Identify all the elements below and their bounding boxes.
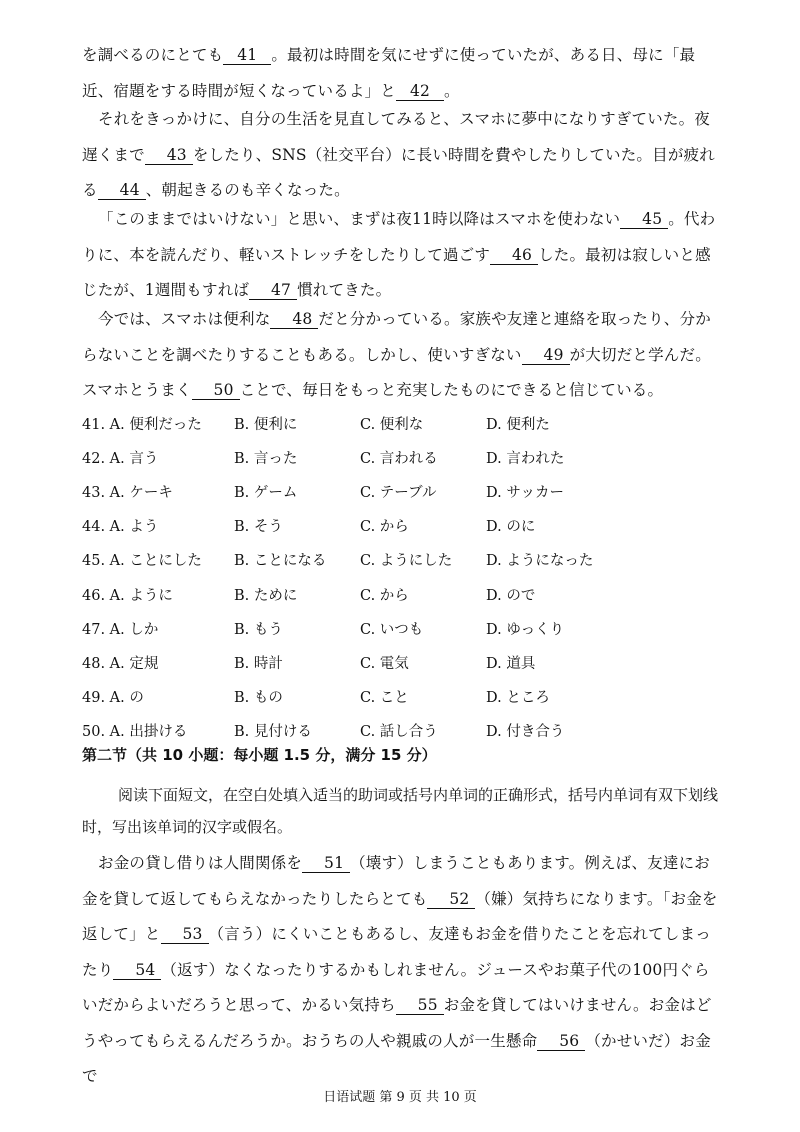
text-run: 。 [444, 81, 460, 100]
option-d: D. のに [486, 519, 536, 536]
text-run: お金を貸してはいけません。お金はどうやってもらえるんだろうか。おうちの人や親戚の人が一生懸命 [82, 996, 712, 1050]
blank-45: 45 [620, 210, 668, 229]
blank-54: 54 [113, 961, 161, 980]
blank-41: 41 [223, 46, 271, 65]
option-d: D. ので [486, 587, 536, 604]
option-a: 47. A. しか [82, 621, 159, 638]
option-c: C. テーブル [360, 484, 437, 501]
text-run: 、朝起きるのも辛くなった。 [145, 181, 350, 199]
option-b: B. そう [234, 519, 283, 536]
option-row-49 [82, 680, 722, 714]
option-b: B. 時計 [234, 655, 283, 672]
blank-52: 52 [427, 890, 475, 909]
text-run: を調べるのにとても [82, 46, 224, 64]
option-c: C. 便利な [360, 416, 424, 433]
text-run: が大切だと学んだ。スマホとうまく [82, 345, 711, 399]
section-2-instruction: 阅读下面短文，在空白处填入适当的助词或括号内单词的正确形式，括号内单词有双下划线时，写出该单词的汉字或假名。 [82, 786, 719, 836]
option-row-48 [82, 645, 722, 679]
text-run: （返す）なくなったりするかもしれません。ジュースやお菓子代の100円ぐらいだからよいだろうと思って、かるい気持ち [82, 960, 710, 1014]
option-c: C. 電気 [360, 655, 409, 672]
blank-47: 47 [249, 281, 297, 300]
option-b: B. ことになる [234, 553, 327, 570]
passage2-paragraph [82, 846, 722, 1095]
option-row-46 [82, 577, 722, 611]
section-2-title: 第二节（共 10 小题：每小题 1.5 分，满分 15 分） [82, 746, 437, 764]
option-b: B. もの [234, 690, 283, 707]
option-a: 43. A. ケーキ [82, 484, 173, 501]
option-c: C. 言われる [360, 450, 438, 467]
option-d: D. ようになった [486, 553, 594, 570]
blank-42: 42 [396, 82, 444, 101]
option-d: D. ところ [486, 690, 550, 707]
blank-56: 56 [537, 1032, 585, 1051]
option-c: C. こと [360, 690, 409, 707]
blank-46: 46 [490, 246, 538, 265]
text-run: （かせいだ）お金で [82, 1031, 711, 1085]
option-a: 50. A. 出掛ける [82, 724, 188, 741]
answer-options [82, 406, 722, 748]
option-row-41 [82, 406, 722, 440]
blank-51: 51 [302, 854, 350, 873]
text-run: 。最初は時間を気にせずに使っていたが、ある日、母に「最近、宿題をする時間が短くなっているよ」と [82, 46, 696, 100]
option-d: D. 付き合う [486, 724, 565, 741]
passage1-paragraph-2 [82, 102, 722, 209]
option-b: B. 言った [234, 450, 298, 467]
option-d: D. 道具 [486, 655, 536, 672]
option-a: 44. A. よう [82, 519, 159, 536]
passage1-paragraph-1 [82, 38, 722, 109]
blank-50: 50 [192, 381, 240, 400]
option-c: C. いつも [360, 621, 424, 638]
passage1-paragraph-4 [82, 302, 722, 409]
option-d: D. ゆっくり [486, 621, 565, 638]
option-row-45 [82, 543, 722, 577]
text-run: お金の貸し借りは人間関係を [98, 854, 303, 872]
option-c: C. から [360, 587, 409, 604]
option-row-50 [82, 714, 722, 748]
text-run: （言う）にくいこともあるし、友達もお金を借りたことを忘れてしまったり [82, 925, 711, 979]
option-row-44 [82, 509, 722, 543]
option-c: C. ようにした [360, 553, 453, 570]
blank-55: 55 [396, 996, 444, 1015]
text-run: それをきっかけに、自分の生活を見直してみると、スマホに夢中になりすぎていた。夜遅くまで [82, 110, 710, 164]
passage1-paragraph-3 [82, 202, 722, 309]
option-a: 41. A. 便利だった [82, 416, 202, 433]
text-run: をしたり、SNS（社交平台）に長い時間を費やしたりしていた。目が疲れる [82, 145, 715, 199]
text-run: した。最初は寂しいと感じたが、1週間もすれば [82, 245, 711, 299]
option-b: B. もう [234, 621, 283, 638]
text-run: 慣れてきた。 [297, 281, 392, 299]
text-run: 。代わりに、本を読んだり、軽いストレッチをしたりして過ごす [82, 210, 716, 264]
option-a: 46. A. ように [82, 587, 173, 604]
option-c: C. から [360, 519, 409, 536]
option-a: 48. A. 定規 [82, 655, 159, 672]
option-b: B. 便利に [234, 416, 298, 433]
option-d: D. 便利た [486, 416, 550, 433]
option-row-43 [82, 474, 722, 508]
blank-53: 53 [161, 925, 209, 944]
option-a: 49. A. の [82, 690, 144, 707]
option-d: D. サッカー [486, 484, 565, 501]
text-run: ことで、毎日をもっと充実したものにできると信じている。 [239, 381, 664, 399]
option-a: 45. A. ことにした [82, 553, 202, 570]
option-c: C. 話し合う [360, 724, 438, 741]
text-run: （壊す）しまうこともあります。例えば、友達にお金を貸して返してもらえなかったりしたらとても [82, 854, 710, 908]
text-run: 今では、スマホは便利な [98, 310, 271, 328]
blank-44: 44 [98, 181, 146, 200]
text-run: 「このままではいけない」と思い、まずは夜11時以降はスマホを使わない [98, 210, 621, 228]
blank-43: 43 [145, 146, 193, 165]
page-footer: 日语试题 第 9 页 共 10 页 [323, 1090, 477, 1105]
option-b: B. ゲーム [234, 484, 298, 501]
option-b: B. 見付ける [234, 724, 312, 741]
text-run: だと分かっている。家族や友達と連絡を取ったり、分からないことを調べたりすることもある。しかし、使いすぎない [82, 310, 711, 364]
option-a: 42. A. 言う [82, 450, 159, 467]
blank-49: 49 [522, 346, 570, 365]
text-run: （嫌）気持ちになります。「お金を返して」と [82, 889, 718, 943]
blank-48: 48 [270, 310, 318, 329]
option-b: B. ために [234, 587, 298, 604]
option-row-42 [82, 440, 722, 474]
option-d: D. 言われた [486, 450, 565, 467]
option-row-47 [82, 611, 722, 645]
